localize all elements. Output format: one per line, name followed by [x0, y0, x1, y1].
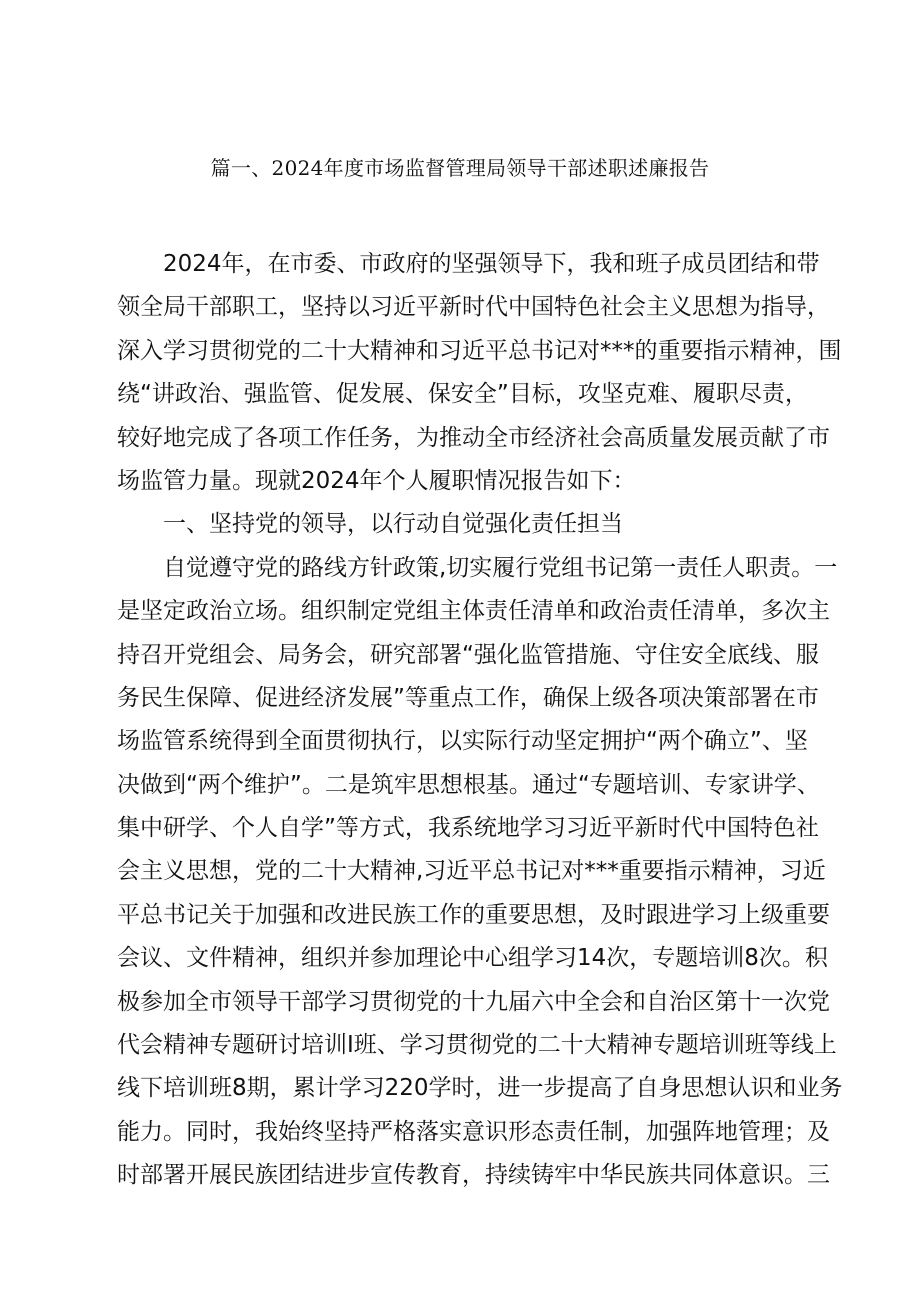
paragraph-line: 深入学习贯彻党的二十大精神和习近平总书记对***的重要指示精神，围: [117, 337, 842, 364]
paragraph-line: 时部署开展民族团结进步宣传教育，持续铸牢中华民族共同体意识。三: [117, 1162, 830, 1189]
paragraph-line: 2024年，在市委、市政府的坚强领导下，我和班子成员团结和带: [163, 251, 820, 277]
paragraph-line: 自觉遵守党的路线方针政策,切实履行党组书记第一责任人职责。一: [163, 554, 838, 581]
paragraph-line: 集中研学、个人自学”等方式，我系统地学习习近平新时代中国特色社: [117, 815, 819, 842]
paragraph-line: 场监管力量。现就2024年个人履职情况报告如下：: [117, 467, 636, 494]
paragraph-line: 绕“讲政治、强监管、促发展、保安全”目标，攻坚克难、履职尽责，: [117, 381, 808, 408]
intro-paragraph: [117, 243, 842, 503]
paragraph-line: 是坚定政治立场。组织制定党组主体责任清单和政治责任清单，多次主: [117, 598, 830, 625]
paragraph-line: 会主义思想，党的二十大精神,习近平总书记对***重要指示精神，习近: [117, 858, 826, 885]
paragraph-line: 务民生保障、促进经济发展”等重点工作，确保上级各项决策部署在市: [117, 684, 819, 711]
paragraph-line: 线下培训班8期，累计学习220学时，进一步提高了自身思想认识和业务: [117, 1075, 843, 1102]
paragraph-line: 平总书记关于加强和改进民族工作的重要思想，及时跟进学习上级重要: [117, 901, 830, 928]
paragraph-line: 决做到“两个维护”。二是筑牢思想根基。通过“专题培训、专家讲学、: [117, 771, 820, 798]
section-heading: 一、坚持党的领导，以行动自觉强化责任担当: [163, 511, 623, 538]
paragraph-line: 领全局干部职工，坚持以习近平新时代中国特色社会主义思想为指导，: [117, 294, 830, 321]
document-title: 篇一、2024年度市场监督管理局领导干部述职述廉报告: [210, 156, 710, 180]
document-body: [117, 243, 843, 1198]
paragraph-line: 代会精神专题研讨培训I班、学习贯彻党的二十大精神专题培训班等线上: [117, 1032, 837, 1059]
paragraph-line: 持召开党组会、局务会，研究部署“强化监管措施、守住安全底线、服: [117, 641, 819, 668]
paragraph-line: 较好地完成了各项工作任务，为推动全市经济社会高质量发展贡献了市: [117, 424, 830, 451]
paragraph-line: 极参加全市领导干部学习贯彻党的十九届六中全会和自治区第十一次党: [117, 988, 830, 1015]
section-paragraph: [117, 547, 843, 1198]
paragraph-line: 能力。同时，我始终坚持严格落实意识形态责任制，加强阵地管理；及: [117, 1118, 830, 1145]
paragraph-line: 会议、文件精神，组织并参加理论中心组学习14次，专题培训8次。积: [117, 945, 828, 972]
paragraph-line: 场监管系统得到全面贯彻执行，以实际行动坚定拥护“两个确立”、坚: [117, 728, 808, 755]
